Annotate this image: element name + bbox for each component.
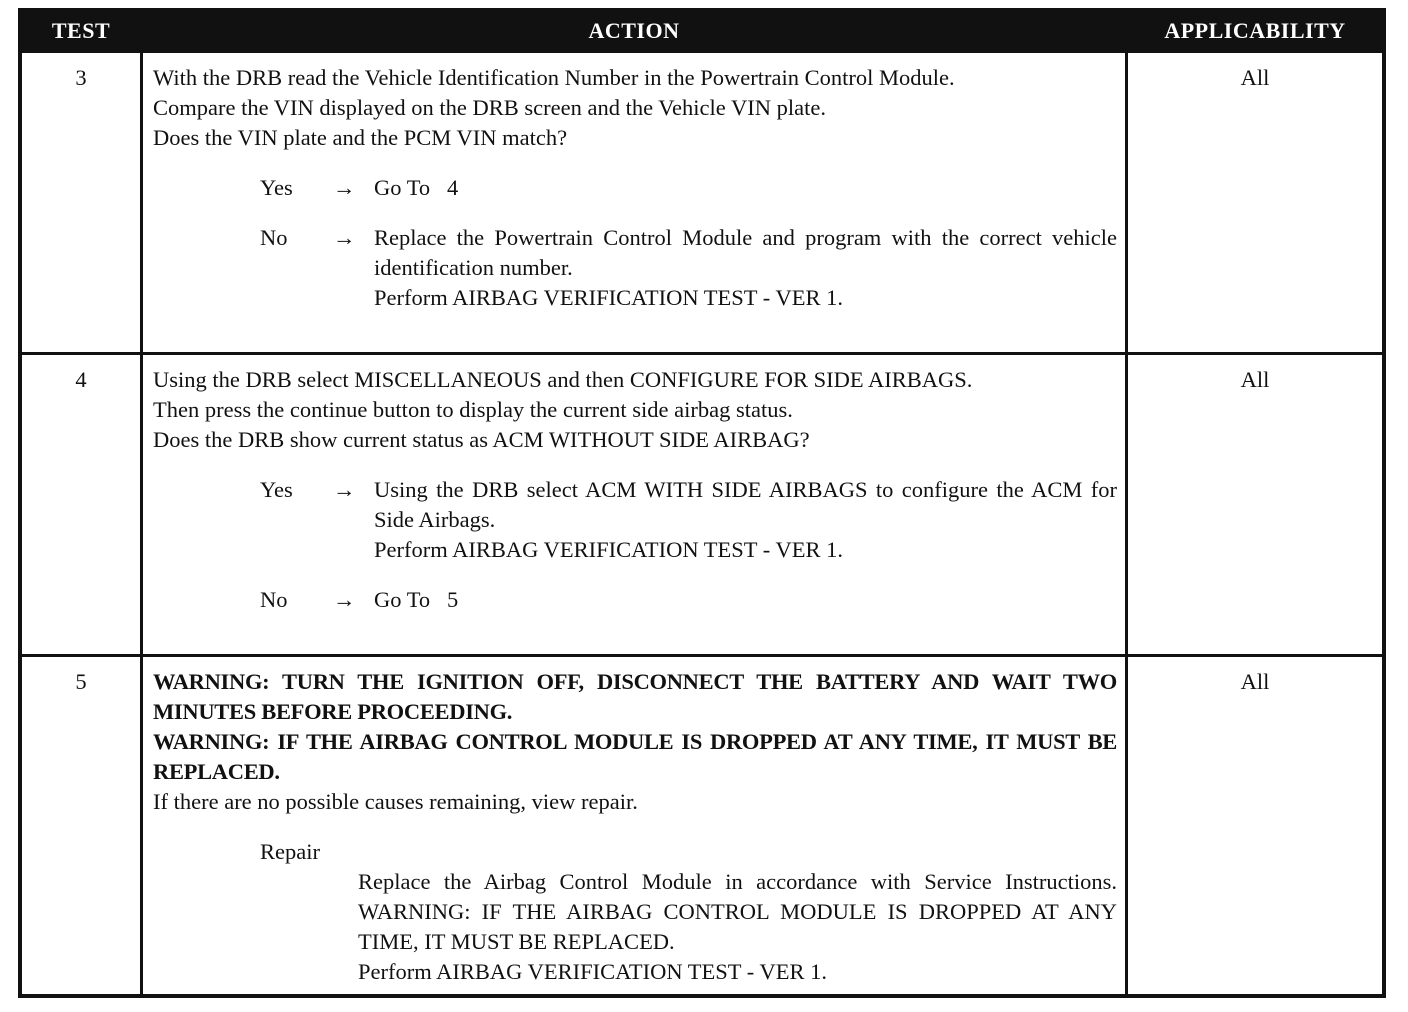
option-text: Perform AIRBAG VERIFICATION TEST - VER 1. bbox=[374, 285, 843, 310]
warning-text: WARNING: IF THE AIRBAG CONTROL MODULE IS DROPPED AT ANY TIME, IT MUST BE REPLACED. bbox=[153, 729, 1117, 784]
option-text: Replace the Powertrain Control Module and program with the correct vehicle identification number. bbox=[374, 225, 1117, 280]
test-number: 3 bbox=[75, 65, 87, 90]
arrow-icon: → bbox=[333, 175, 356, 200]
option-label: Yes bbox=[260, 175, 293, 200]
table-row bbox=[22, 654, 1382, 994]
option-yes bbox=[153, 475, 1117, 565]
arrow-icon: → bbox=[333, 225, 356, 250]
option-text: Go To 5 bbox=[374, 587, 459, 612]
action-text: Using the DRB select MISCELLANEOUS and then CONFIGURE FOR SIDE AIRBAGS. bbox=[153, 367, 973, 392]
action-text: Does the VIN plate and the PCM VIN match? bbox=[153, 125, 568, 150]
action-cell bbox=[140, 53, 1128, 355]
repair-text: Perform AIRBAG VERIFICATION TEST - VER 1. bbox=[358, 959, 827, 984]
option-label: Yes bbox=[260, 477, 293, 502]
option-yes bbox=[153, 173, 1117, 203]
option-text: Perform AIRBAG VERIFICATION TEST - VER 1. bbox=[374, 537, 843, 562]
action-cell bbox=[140, 355, 1128, 657]
action-text: Compare the VIN displayed on the DRB screen and the Vehicle VIN plate. bbox=[153, 95, 826, 120]
test-number: 4 bbox=[75, 367, 87, 392]
option-text: Using the DRB select ACM WITH SIDE AIRBAGS to configure the ACM for Side Airbags. bbox=[374, 477, 1117, 532]
warning-text: WARNING: TURN THE IGNITION OFF, DISCONNECT THE BATTERY AND WAIT TWO MINUTES BEFORE PROCEEDING. bbox=[153, 669, 1117, 724]
action-text: Then press the continue button to display the current side airbag status. bbox=[153, 397, 793, 422]
repair-label: Repair bbox=[260, 839, 320, 864]
option-label: No bbox=[260, 225, 288, 250]
option-no bbox=[153, 223, 1117, 313]
option-label: No bbox=[260, 587, 288, 612]
arrow-icon: → bbox=[333, 587, 356, 612]
table-row bbox=[22, 352, 1382, 657]
action-text: Does the DRB show current status as ACM WITHOUT SIDE AIRBAG? bbox=[153, 427, 810, 452]
action-text: With the DRB read the Vehicle Identification Number in the Powertrain Control Module. bbox=[153, 65, 955, 90]
table-row bbox=[22, 50, 1382, 355]
action-text: If there are no possible causes remaining, view repair. bbox=[153, 789, 638, 814]
diagnostic-table bbox=[18, 8, 1386, 998]
test-number: 5 bbox=[75, 669, 87, 694]
option-no bbox=[153, 585, 1117, 615]
header-test: TEST bbox=[51, 18, 111, 43]
header-applicability: APPLICABILITY bbox=[1164, 18, 1346, 43]
header-action: ACTION bbox=[588, 18, 680, 43]
applicability: All bbox=[1240, 367, 1270, 392]
action-cell bbox=[140, 657, 1128, 994]
table-header bbox=[22, 12, 1382, 50]
repair-text: Replace the Airbag Control Module in accordance with Service Instructions. WARNING: IF THE AIRBAG CONTROL MODULE IS DROPPED AT ANY TIME, IT MUST BE REPLACED. bbox=[358, 869, 1117, 954]
arrow-icon: → bbox=[333, 477, 356, 502]
applicability: All bbox=[1240, 669, 1270, 694]
option-text: Go To 4 bbox=[374, 175, 459, 200]
applicability: All bbox=[1240, 65, 1270, 90]
